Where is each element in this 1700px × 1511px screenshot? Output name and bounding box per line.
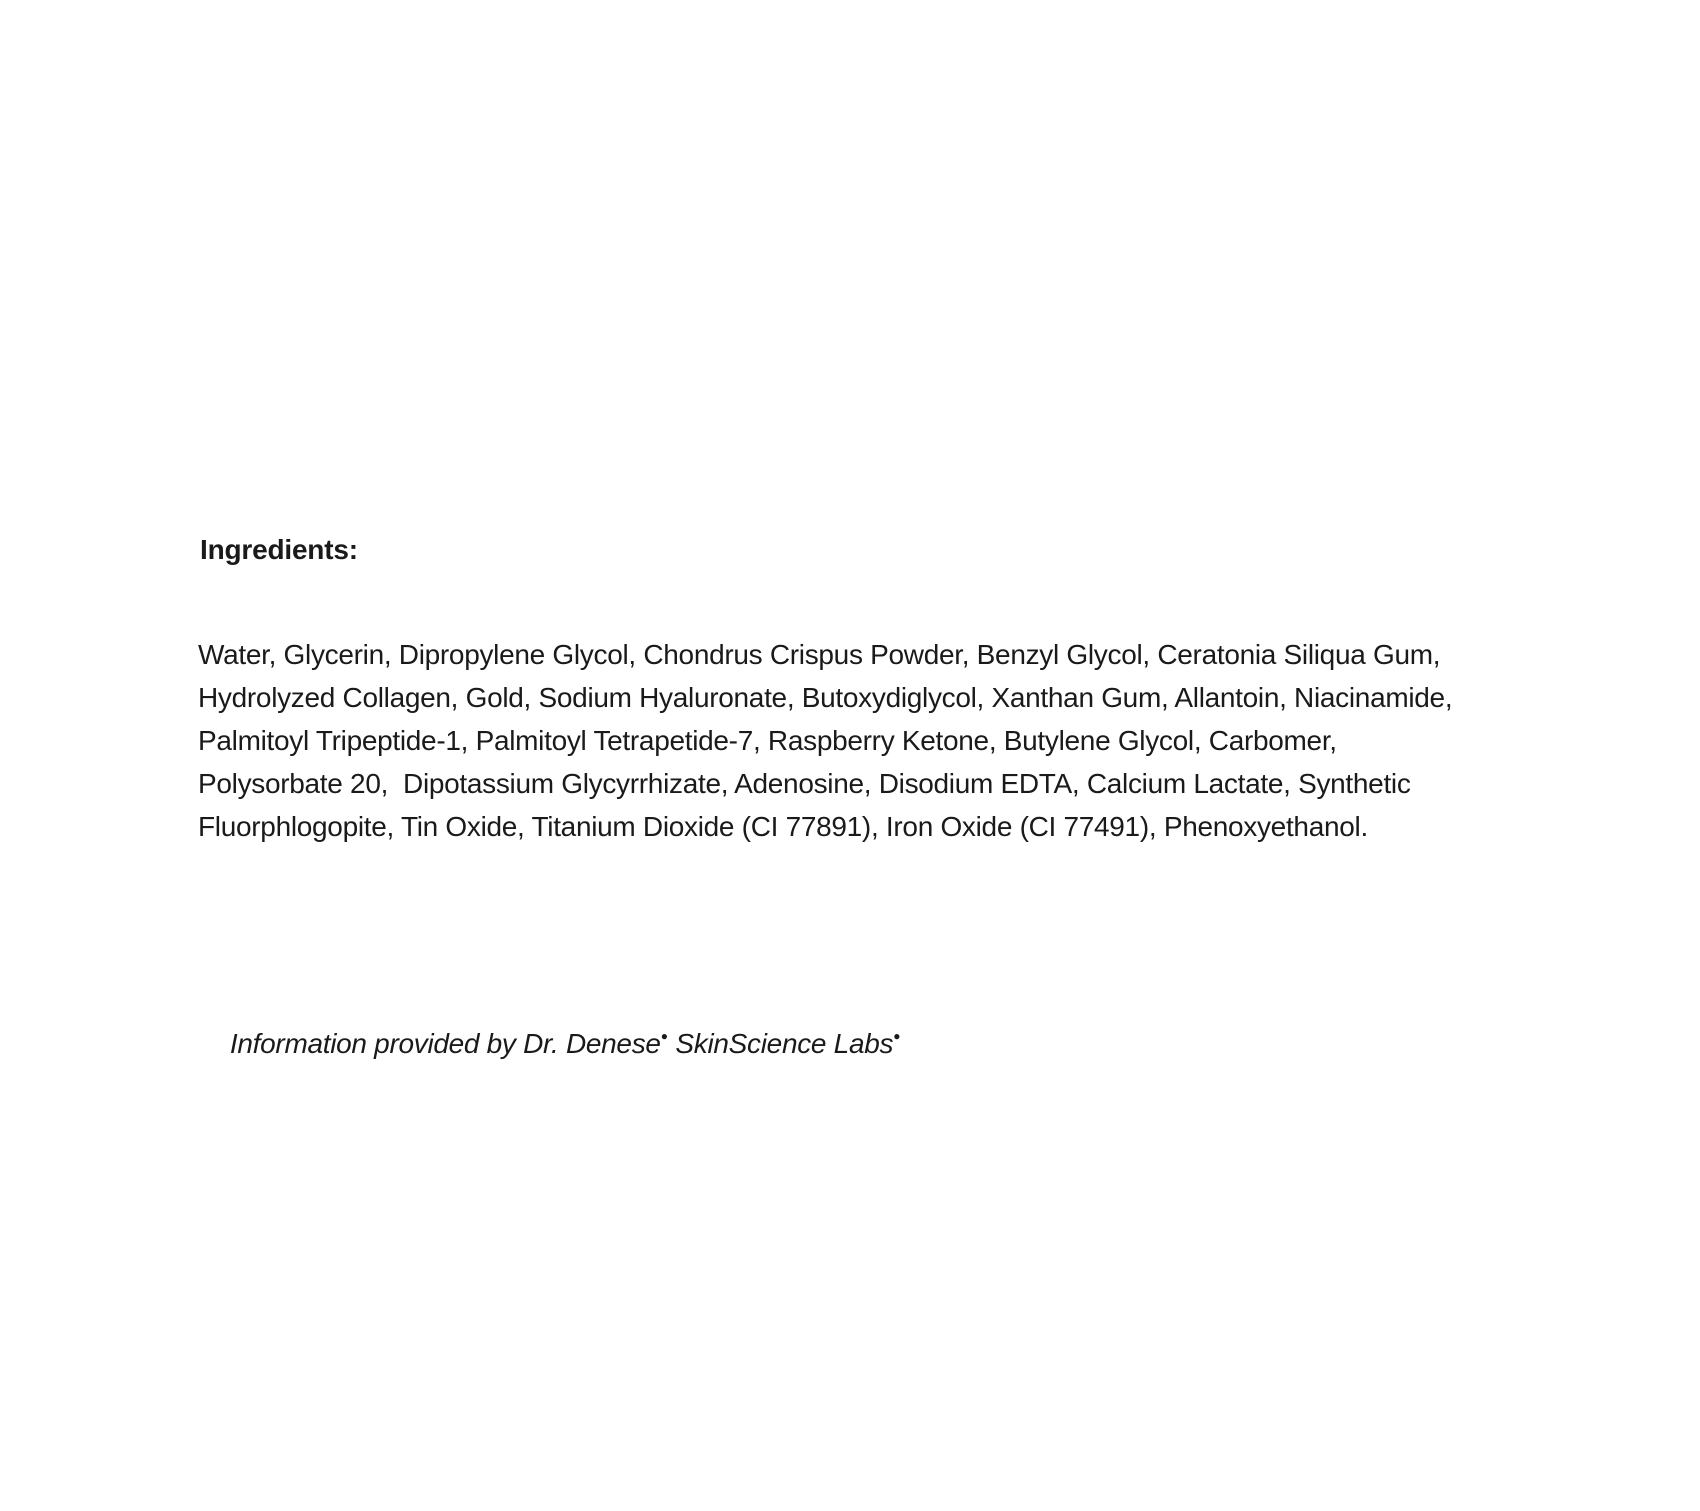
ingredients-heading: Ingredients: [200, 534, 358, 565]
attribution-text: SkinScience Labs [667, 1028, 894, 1059]
ingredient-line: Palmitoyl Tripeptide-1, Palmitoyl Tetrapetide-7, Raspberry Ketone, Butylene Glycol, Carbomer, [198, 725, 1337, 756]
ingredient-line: Water, Glycerin, Dipropylene Glycol, Chondrus Crispus Powder, Benzyl Glycol, Ceratonia Siliqua Gum, [198, 639, 1441, 670]
registered-mark-icon: ● [893, 1029, 901, 1043]
registered-mark-icon: ● [660, 1029, 668, 1043]
attribution-note [200, 996, 900, 1092]
ingredient-line: Fluorphlogopite, Tin Oxide, Titanium Dioxide (CI 77891), Iron Oxide (CI 77491), Phenoxyethanol. [198, 811, 1368, 842]
ingredient-line: Hydrolyzed Collagen, Gold, Sodium Hyaluronate, Butoxydiglycol, Xanthan Gum, Allantoin, Niacinamide, [198, 682, 1453, 713]
attribution-text: Information provided by Dr. Denese [229, 1028, 661, 1059]
ingredient-line: Polysorbate 20, Dipotassium Glycyrrhizate, Adenosine, Disodium EDTA, Calcium Lactate, Synthetic [198, 768, 1411, 799]
ingredients-paragraph [198, 633, 1452, 848]
